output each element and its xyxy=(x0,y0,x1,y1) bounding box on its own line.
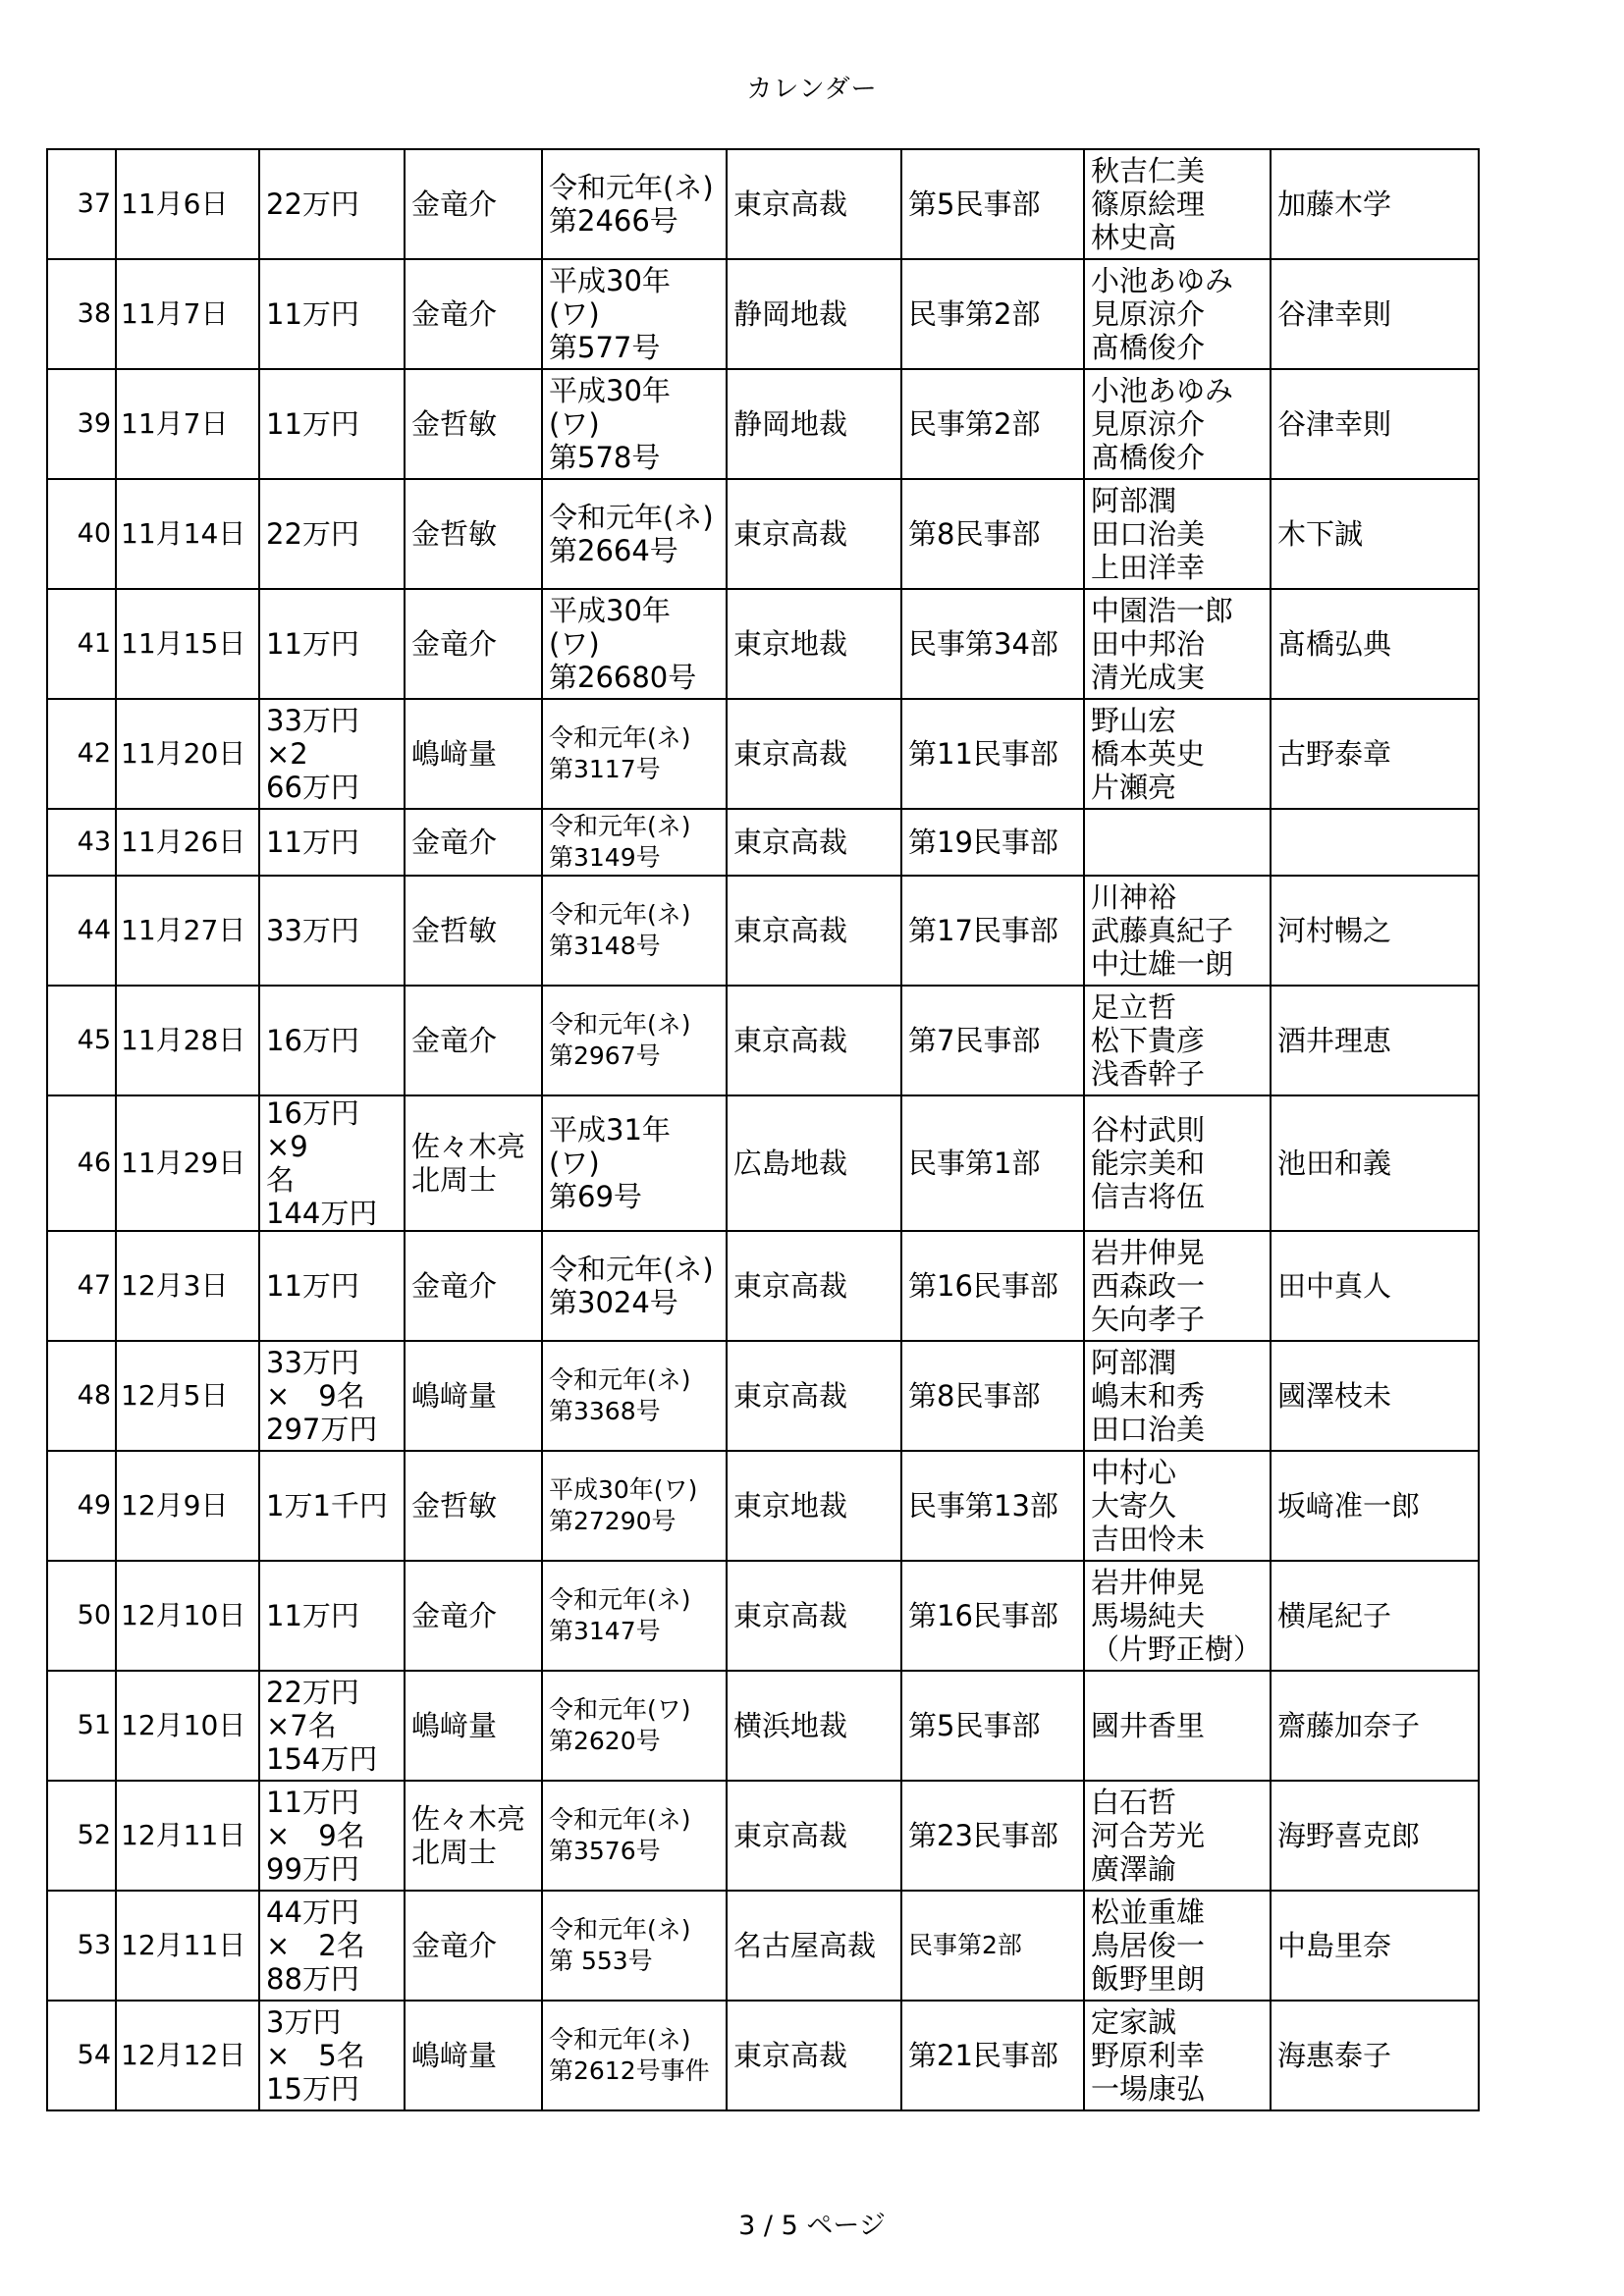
attorney-cell: 金竜介 xyxy=(405,1561,542,1671)
judges-cell: 小池あゆみ 見原涼介 髙橋俊介 xyxy=(1084,369,1271,479)
attorney-cell: 嶋﨑量 xyxy=(405,2001,542,2110)
amount-cell: 11万円 xyxy=(259,809,405,876)
court-cell: 名古屋高裁 xyxy=(727,1891,901,2001)
page-number: 3 / 5 ページ xyxy=(738,2211,886,2241)
court-cell: 東京高裁 xyxy=(727,1231,901,1341)
judgment-table xyxy=(46,148,1480,2111)
table-row xyxy=(47,876,1479,986)
case-number-cell: 平成30年(ワ) 第577号 xyxy=(542,259,727,369)
division-cell: 第5民事部 xyxy=(901,1671,1084,1781)
division-cell: 第16民事部 xyxy=(901,1561,1084,1671)
table-row xyxy=(47,479,1479,589)
case-number-cell: 令和元年(ネ) 第3148号 xyxy=(542,876,727,986)
amount-cell: 11万円 xyxy=(259,1561,405,1671)
table-row xyxy=(47,699,1479,809)
case-number-cell: 令和元年(ネ) 第2466号 xyxy=(542,149,727,259)
court-cell: 広島地裁 xyxy=(727,1095,901,1231)
table-row xyxy=(47,149,1479,259)
table-row xyxy=(47,1781,1479,1891)
amount-cell: 22万円 xyxy=(259,149,405,259)
division-cell: 第7民事部 xyxy=(901,986,1084,1095)
amount-cell: 33万円 ×2 66万円 xyxy=(259,699,405,809)
presiding-judge-cell: 加藤木学 xyxy=(1271,149,1479,259)
presiding-judge-cell: 酒井理恵 xyxy=(1271,986,1479,1095)
division-cell: 第21民事部 xyxy=(901,2001,1084,2110)
judges-cell: 中園浩一郎 田中邦治 清光成実 xyxy=(1084,589,1271,699)
attorney-cell: 金竜介 xyxy=(405,149,542,259)
row-number: 45 xyxy=(47,986,116,1095)
date-cell: 11月26日 xyxy=(116,809,259,876)
court-cell: 東京高裁 xyxy=(727,809,901,876)
presiding-judge-cell: 坂﨑准一郎 xyxy=(1271,1451,1479,1561)
date-cell: 11月28日 xyxy=(116,986,259,1095)
presiding-judge-cell: 海惠泰子 xyxy=(1271,2001,1479,2110)
attorney-cell: 金竜介 xyxy=(405,1231,542,1341)
date-cell: 12月5日 xyxy=(116,1341,259,1451)
table-row xyxy=(47,589,1479,699)
judges-cell: 岩井伸晃 西森政一 矢向孝子 xyxy=(1084,1231,1271,1341)
date-cell: 12月11日 xyxy=(116,1891,259,2001)
table-row xyxy=(47,1891,1479,2001)
table-row xyxy=(47,1671,1479,1781)
row-number: 47 xyxy=(47,1231,116,1341)
amount-cell: 16万円×9 名 144万円 xyxy=(259,1095,405,1231)
attorney-cell: 金竜介 xyxy=(405,1891,542,2001)
judges-cell: 阿部潤 嶋末和秀 田口治美 xyxy=(1084,1341,1271,1451)
case-number-cell: 令和元年(ネ) 第2664号 xyxy=(542,479,727,589)
judges-cell: 野山宏 橋本英史 片瀬亮 xyxy=(1084,699,1271,809)
division-cell: 民事第2部 xyxy=(901,369,1084,479)
date-cell: 11月6日 xyxy=(116,149,259,259)
amount-cell: 33万円 × 9名 297万円 xyxy=(259,1341,405,1451)
attorney-cell: 金竜介 xyxy=(405,809,542,876)
judges-cell: 定家誠 野原利幸 一場康弘 xyxy=(1084,2001,1271,2110)
row-number: 48 xyxy=(47,1341,116,1451)
division-cell: 第11民事部 xyxy=(901,699,1084,809)
table-row xyxy=(47,809,1479,876)
division-cell: 第17民事部 xyxy=(901,876,1084,986)
judges-cell: 白石哲 河合芳光 廣澤諭 xyxy=(1084,1781,1271,1891)
court-cell: 静岡地裁 xyxy=(727,259,901,369)
table-row xyxy=(47,1095,1479,1231)
presiding-judge-cell: 髙橋弘典 xyxy=(1271,589,1479,699)
case-number-cell: 令和元年(ネ) 第3149号 xyxy=(542,809,727,876)
court-cell: 東京地裁 xyxy=(727,1451,901,1561)
case-number-cell: 令和元年(ネ) 第3024号 xyxy=(542,1231,727,1341)
date-cell: 12月11日 xyxy=(116,1781,259,1891)
date-cell: 12月10日 xyxy=(116,1671,259,1781)
row-number: 40 xyxy=(47,479,116,589)
table-row xyxy=(47,369,1479,479)
date-cell: 12月3日 xyxy=(116,1231,259,1341)
table-row xyxy=(47,986,1479,1095)
row-number: 54 xyxy=(47,2001,116,2110)
division-cell: 民事第13部 xyxy=(901,1451,1084,1561)
attorney-cell: 嶋﨑量 xyxy=(405,699,542,809)
row-number: 51 xyxy=(47,1671,116,1781)
row-number: 50 xyxy=(47,1561,116,1671)
attorney-cell: 嶋﨑量 xyxy=(405,1341,542,1451)
row-number: 42 xyxy=(47,699,116,809)
amount-cell: 11万円 xyxy=(259,259,405,369)
judges-cell: 足立哲 松下貴彦 浅香幹子 xyxy=(1084,986,1271,1095)
table-row xyxy=(47,1561,1479,1671)
amount-cell: 11万円 × 9名 99万円 xyxy=(259,1781,405,1891)
table-row xyxy=(47,259,1479,369)
division-cell: 第16民事部 xyxy=(901,1231,1084,1341)
attorney-cell: 嶋﨑量 xyxy=(405,1671,542,1781)
date-cell: 11月7日 xyxy=(116,259,259,369)
attorney-cell: 金竜介 xyxy=(405,986,542,1095)
judges-cell: 川神裕 武藤真紀子 中辻雄一朗 xyxy=(1084,876,1271,986)
judges-cell: 松並重雄 鳥居俊一 飯野里朗 xyxy=(1084,1891,1271,2001)
judges-cell: 谷村武則 能宗美和 信吉将伍 xyxy=(1084,1095,1271,1231)
case-number-cell: 令和元年(ネ) 第3576号 xyxy=(542,1781,727,1891)
amount-cell: 11万円 xyxy=(259,589,405,699)
division-cell: 第5民事部 xyxy=(901,149,1084,259)
judges-cell: 秋吉仁美 篠原絵理 林史高 xyxy=(1084,149,1271,259)
court-cell: 東京高裁 xyxy=(727,876,901,986)
amount-cell: 33万円 xyxy=(259,876,405,986)
court-cell: 東京高裁 xyxy=(727,699,901,809)
table-row xyxy=(47,2001,1479,2110)
presiding-judge-cell: 横尾紀子 xyxy=(1271,1561,1479,1671)
case-number-cell: 令和元年(ネ) 第2967号 xyxy=(542,986,727,1095)
presiding-judge-cell: 河村暢之 xyxy=(1271,876,1479,986)
division-cell: 民事第34部 xyxy=(901,589,1084,699)
amount-cell: 3万円 × 5名 15万円 xyxy=(259,2001,405,2110)
court-cell: 東京高裁 xyxy=(727,1341,901,1451)
case-number-cell: 令和元年(ワ) 第2620号 xyxy=(542,1671,727,1781)
row-number: 43 xyxy=(47,809,116,876)
judges-cell: 中村心 大寄久 吉田怜未 xyxy=(1084,1451,1271,1561)
case-number-cell: 令和元年(ネ) 第 553号 xyxy=(542,1891,727,2001)
amount-cell: 22万円 xyxy=(259,479,405,589)
date-cell: 11月20日 xyxy=(116,699,259,809)
date-cell: 11月15日 xyxy=(116,589,259,699)
presiding-judge-cell: 齋藤加奈子 xyxy=(1271,1671,1479,1781)
amount-cell: 11万円 xyxy=(259,1231,405,1341)
judges-cell: 阿部潤 田口治美 上田洋幸 xyxy=(1084,479,1271,589)
judges-cell: 國井香里 xyxy=(1084,1671,1271,1781)
case-number-cell: 平成30年(ワ) 第578号 xyxy=(542,369,727,479)
date-cell: 12月12日 xyxy=(116,2001,259,2110)
date-cell: 11月27日 xyxy=(116,876,259,986)
date-cell: 11月29日 xyxy=(116,1095,259,1231)
case-number-cell: 令和元年(ネ) 第3368号 xyxy=(542,1341,727,1451)
presiding-judge-cell: 田中真人 xyxy=(1271,1231,1479,1341)
case-number-cell: 平成30年(ワ) 第27290号 xyxy=(542,1451,727,1561)
row-number: 39 xyxy=(47,369,116,479)
court-cell: 静岡地裁 xyxy=(727,369,901,479)
court-cell: 東京高裁 xyxy=(727,986,901,1095)
division-cell: 第8民事部 xyxy=(901,1341,1084,1451)
court-cell: 東京高裁 xyxy=(727,2001,901,2110)
presiding-judge-cell: 海野喜克郎 xyxy=(1271,1781,1479,1891)
row-number: 38 xyxy=(47,259,116,369)
amount-cell: 16万円 xyxy=(259,986,405,1095)
presiding-judge-cell: 谷津幸則 xyxy=(1271,259,1479,369)
division-cell: 民事第2部 xyxy=(901,1891,1084,2001)
row-number: 53 xyxy=(47,1891,116,2001)
presiding-judge-cell: 國澤枝未 xyxy=(1271,1341,1479,1451)
amount-cell: 1万1千円 xyxy=(259,1451,405,1561)
division-cell: 第8民事部 xyxy=(901,479,1084,589)
row-number: 37 xyxy=(47,149,116,259)
amount-cell: 11万円 xyxy=(259,369,405,479)
presiding-judge-cell: 中島里奈 xyxy=(1271,1891,1479,2001)
row-number: 44 xyxy=(47,876,116,986)
row-number: 52 xyxy=(47,1781,116,1891)
court-cell: 東京高裁 xyxy=(727,1561,901,1671)
division-cell: 民事第1部 xyxy=(901,1095,1084,1231)
case-number-cell: 令和元年(ネ) 第3147号 xyxy=(542,1561,727,1671)
row-number: 49 xyxy=(47,1451,116,1561)
page-header-title: カレンダー xyxy=(746,75,878,104)
row-number: 46 xyxy=(47,1095,116,1231)
date-cell: 11月14日 xyxy=(116,479,259,589)
division-cell: 第19民事部 xyxy=(901,809,1084,876)
court-cell: 東京高裁 xyxy=(727,1781,901,1891)
presiding-judge-cell: 古野泰章 xyxy=(1271,699,1479,809)
division-cell: 第23民事部 xyxy=(901,1781,1084,1891)
table-row xyxy=(47,1451,1479,1561)
date-cell: 12月10日 xyxy=(116,1561,259,1671)
court-cell: 東京地裁 xyxy=(727,589,901,699)
presiding-judge-cell: 池田和義 xyxy=(1271,1095,1479,1231)
division-cell: 民事第2部 xyxy=(901,259,1084,369)
court-cell: 横浜地裁 xyxy=(727,1671,901,1781)
attorney-cell: 金哲敏 xyxy=(405,369,542,479)
attorney-cell: 佐々木亮 北周士 xyxy=(405,1781,542,1891)
attorney-cell: 佐々木亮 北周士 xyxy=(405,1095,542,1231)
judges-cell xyxy=(1084,809,1271,876)
case-number-cell: 平成30年(ワ) 第26680号 xyxy=(542,589,727,699)
amount-cell: 44万円 × 2名 88万円 xyxy=(259,1891,405,2001)
date-cell: 12月9日 xyxy=(116,1451,259,1561)
judges-cell: 岩井伸晃 馬場純夫 （片野正樹） xyxy=(1084,1561,1271,1671)
presiding-judge-cell: 木下誠 xyxy=(1271,479,1479,589)
amount-cell: 22万円 ×7名 154万円 xyxy=(259,1671,405,1781)
table-row xyxy=(47,1341,1479,1451)
date-cell: 11月7日 xyxy=(116,369,259,479)
court-cell: 東京高裁 xyxy=(727,479,901,589)
presiding-judge-cell xyxy=(1271,809,1479,876)
attorney-cell: 金竜介 xyxy=(405,259,542,369)
attorney-cell: 金哲敏 xyxy=(405,1451,542,1561)
table-row xyxy=(47,1231,1479,1341)
case-number-cell: 令和元年(ネ) 第3117号 xyxy=(542,699,727,809)
case-number-cell: 令和元年(ネ) 第2612号事件 xyxy=(542,2001,727,2110)
court-cell: 東京高裁 xyxy=(727,149,901,259)
judges-cell: 小池あゆみ 見原涼介 髙橋俊介 xyxy=(1084,259,1271,369)
attorney-cell: 金竜介 xyxy=(405,589,542,699)
row-number: 41 xyxy=(47,589,116,699)
presiding-judge-cell: 谷津幸則 xyxy=(1271,369,1479,479)
attorney-cell: 金哲敏 xyxy=(405,479,542,589)
case-number-cell: 平成31年(ワ) 第69号 xyxy=(542,1095,727,1231)
attorney-cell: 金哲敏 xyxy=(405,876,542,986)
